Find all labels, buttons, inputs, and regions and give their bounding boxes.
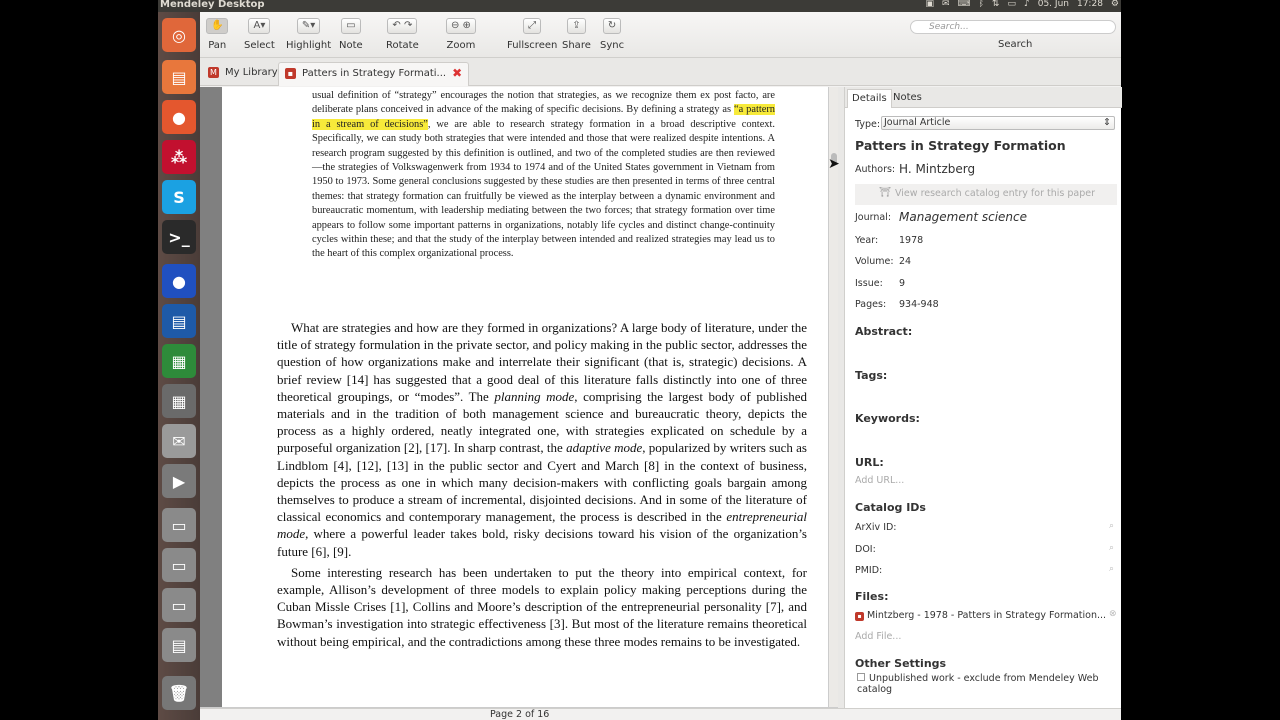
mouse-cursor-icon: ➤ [828, 156, 840, 172]
toolbar [200, 12, 1121, 58]
files-icon[interactable]: ▤ [162, 60, 196, 94]
pdf-icon: ▪ [285, 68, 296, 79]
fullscreen-icon: ⤢ [523, 18, 541, 34]
tab-notes[interactable]: Notes [893, 92, 922, 103]
url-heading: URL: [855, 456, 884, 469]
issue-label: Issue: [855, 278, 883, 289]
details-panel [844, 87, 1121, 708]
writer-icon[interactable]: ▤ [162, 304, 196, 338]
vertical-scrollbar[interactable] [828, 87, 838, 707]
abstract-heading: Abstract: [855, 325, 913, 338]
paper-title[interactable]: Patters in Strategy Formation [855, 138, 1066, 153]
chevron-down-icon: ⇕ [1103, 117, 1111, 128]
system-tray [925, 0, 1119, 9]
document-viewer-icon[interactable]: ▤ [162, 628, 196, 662]
terminal-icon[interactable]: >_ [162, 220, 196, 254]
remove-file-icon[interactable]: ⊗ [1109, 609, 1117, 619]
keyboard-icon[interactable]: ⌨ [957, 0, 971, 9]
zoom-icon: ⊖ ⊕ [446, 18, 476, 34]
mendeley-window [200, 12, 1121, 720]
pdf-page[interactable] [222, 87, 828, 707]
tab-details[interactable]: Details [847, 89, 892, 108]
search-icon[interactable]: ⌕ [1109, 521, 1115, 531]
doi-label: DOI: [855, 544, 876, 555]
arxiv-label: ArXiv ID: [855, 522, 897, 533]
search-input[interactable]: Search... [910, 20, 1116, 34]
rotate-icon: ↶ ↷ [387, 18, 417, 34]
trash-icon[interactable]: 🗑 [162, 676, 196, 710]
note-button[interactable]: ▭ Note [339, 20, 363, 51]
drive-icon[interactable]: ▭ [162, 588, 196, 622]
journal-value[interactable]: Management science [899, 210, 1028, 224]
clock-date[interactable]: 05. Jun [1037, 0, 1069, 9]
file-entry[interactable]: ▪ Mintzberg - 1978 - Patters in Strategy Formation... [855, 610, 1106, 621]
paragraph: What are strategies and how are they formed in organizations? A large body of literature, under the title of strategy formulation in the private sector, and policy making in the public sector, addresses the question of how organizations make and interrelate their significant (that is, strategic) decisions. A brief review [14] has suggested that a good deal of this literature falls distinctly into one of three theoretical groupings, or “modes”. The planning mode, comprising the largest body of published materials and in the tradition of both management science and bureaucratic theory, depicts the process as a highly ordered, neatly integrated one, with strategies explicated on schedule by a purposeful organization [2], [17]. In sharp contrast, the adaptive mode, popularized by writers such as Lindblom [4], [12], [13] in the public sector and Cyert and March [8] in the context of business, depicts the process as one in which many decision-makers with conflicting goals bargain among themselves to produce a stream of incremental, disjointed decisions. And in some of the literature of classical economics and contemporary management, the process is described in the entrepreneurial mode, where a powerful leader takes bold, risky decisions toward his vision of the organization’s future [6], [9]. [277, 320, 807, 559]
top-panel [158, 0, 1121, 12]
search-icon[interactable]: ⌕ [1109, 543, 1115, 553]
search-icon[interactable]: ⌕ [1109, 564, 1115, 574]
clock-time[interactable]: 17:28 [1076, 0, 1103, 9]
rotate-button[interactable]: ↶ ↷ Rotate [386, 20, 419, 51]
power-icon[interactable]: ⚙ [1110, 0, 1119, 9]
drive-icon[interactable]: ▭ [162, 508, 196, 542]
zoom-button[interactable]: ⊖ ⊕ Zoom [446, 20, 476, 51]
volume-icon[interactable]: ♪ [1023, 0, 1030, 9]
video-editor-icon[interactable]: ▶ [162, 464, 196, 498]
other-settings-heading: Other Settings [855, 657, 947, 670]
tab-document[interactable]: ▪ Patters in Strategy Formati... ✖ [278, 62, 469, 86]
catalog-icon: ⛩ [879, 187, 892, 198]
highlight-annotation[interactable]: “a pattern in a stream of decisions” [312, 104, 775, 130]
close-tab-icon[interactable]: ✖ [452, 66, 463, 80]
journal-label: Journal: [855, 212, 892, 223]
sync-button[interactable]: ↻ Sync [600, 20, 625, 51]
highlight-button[interactable]: ✎▾ Highlight [286, 20, 332, 51]
pmid-label: PMID: [855, 565, 883, 576]
document-tabs [200, 58, 1121, 86]
abstract-text: usual definition of “strategy” encourages the notion that strategies, as we recognize them ex post facto, are deliberate plans conceived in advance of the making of specific decisions. By defining a strategy as “a pattern in a stream of decisions”, we are able to research strategy formation in a broad descriptive context. Specifically, we can study both strategies that were intended and those that were realized despite intentions. A research program suggested by this definition is outlined, and two of the completed studies are then reviewed—the strategies of Volkswagenwerk from 1934 to 1974 and of the United States government in Vietnam from 1950 to 1973. Some general conclusions suggested by these studies are then presented in terms of three central themes: that strategy formation can fruitfully be viewed as the interplay between a dynamic environment and bureaucratic momentum, with leadership mediating between the two forces; that strategy formation over time appears to follow some important patterns in organizations, notably life cycles and distinct change-continuity cycles within these; and that the study of the interplay between intended and realized strategies may lead us to the heart of this complex organizational process. [312, 90, 775, 260]
share-button[interactable]: ⇪ Share [562, 20, 591, 51]
tab-my-library[interactable]: M My Library [202, 62, 284, 86]
indicator-icon[interactable]: ▣ [925, 0, 934, 9]
note-icon: ▭ [341, 18, 360, 34]
pen-icon: ✎▾ [297, 18, 320, 34]
body-text [277, 319, 807, 654]
add-url-link[interactable]: Add URL... [855, 475, 905, 486]
checkbox-icon[interactable] [857, 673, 865, 681]
tags-heading: Tags: [855, 369, 888, 382]
firefox-icon[interactable]: ● [162, 100, 196, 134]
library-icon: M [208, 67, 219, 78]
add-file-link[interactable]: Add File... [855, 631, 902, 642]
launcher [158, 12, 200, 720]
sync-icon: ↻ [603, 18, 621, 34]
pages-value[interactable]: 934-948 [899, 299, 939, 310]
calculator-icon[interactable]: ▦ [162, 384, 196, 418]
skype-icon[interactable]: S [162, 180, 196, 214]
pages-label: Pages: [855, 299, 887, 310]
files-heading: Files: [855, 590, 889, 603]
paragraph: Some interesting research has been undertaken to put the theory into empirical context, for example, Allison’s development of three models to explain policy making perceptions during the Cuban Missle Crises [1], Collins and Moore’s description of the entrepreneurial personality [7], and Bowman’s investigation into strategic effectiveness [3]. But most of the literature remains theoretical without being empirical, and the contradictions among these three modes remains to be investigated. [277, 564, 807, 649]
search-label: Search [998, 39, 1033, 50]
globe-icon[interactable]: ● [162, 264, 196, 298]
mail-icon[interactable]: ✉ [941, 0, 950, 9]
catalog-ids-heading: Catalog IDs [855, 501, 926, 514]
pdf-viewer[interactable] [200, 87, 840, 720]
window-title: Mendeley Desktop [160, 0, 265, 10]
volume-value[interactable]: 24 [899, 256, 912, 267]
fullscreen-button[interactable]: ⤢ Fullscreen [507, 20, 558, 51]
unpublished-checkbox[interactable]: Unpublished work - exclude from Mendeley Web catalog [857, 673, 1099, 695]
dash-icon[interactable]: ◎ [162, 18, 196, 52]
type-label: Type: [855, 119, 881, 130]
mail-client-icon[interactable]: ✉ [162, 424, 196, 458]
text-select-icon: A▾ [248, 18, 270, 34]
year-label: Year: [855, 235, 879, 246]
authors-label: Authors: [855, 164, 896, 175]
year-value[interactable]: 1978 [899, 235, 924, 246]
page-indicator: Page 2 of 16 [490, 709, 550, 720]
hand-icon: ✋ [206, 18, 228, 34]
battery-icon[interactable]: ▭ [1007, 0, 1016, 9]
drive-icon[interactable]: ▭ [162, 548, 196, 582]
select-button[interactable]: A▾ Select [244, 20, 275, 51]
share-icon: ⇪ [567, 18, 585, 34]
details-tabs [845, 87, 1122, 108]
pan-button[interactable]: ✋ Pan [206, 18, 228, 51]
pdf-icon: ▪ [855, 612, 864, 621]
bluetooth-icon[interactable]: ᛒ [978, 0, 984, 9]
status-bar [200, 708, 1121, 720]
type-select[interactable]: Journal Article ⇕ [881, 116, 1115, 130]
network-icon[interactable]: ⇅ [991, 0, 1000, 9]
authors-value[interactable]: H. Mintzberg [899, 162, 976, 176]
volume-label: Volume: [855, 256, 894, 267]
mendeley-icon[interactable]: ⁂ [162, 140, 196, 174]
catalog-entry-button[interactable]: ⛩ View research catalog entry for this paper [855, 184, 1117, 205]
calc-icon[interactable]: ▦ [162, 344, 196, 378]
issue-value[interactable]: 9 [899, 278, 906, 289]
keywords-heading: Keywords: [855, 412, 920, 425]
